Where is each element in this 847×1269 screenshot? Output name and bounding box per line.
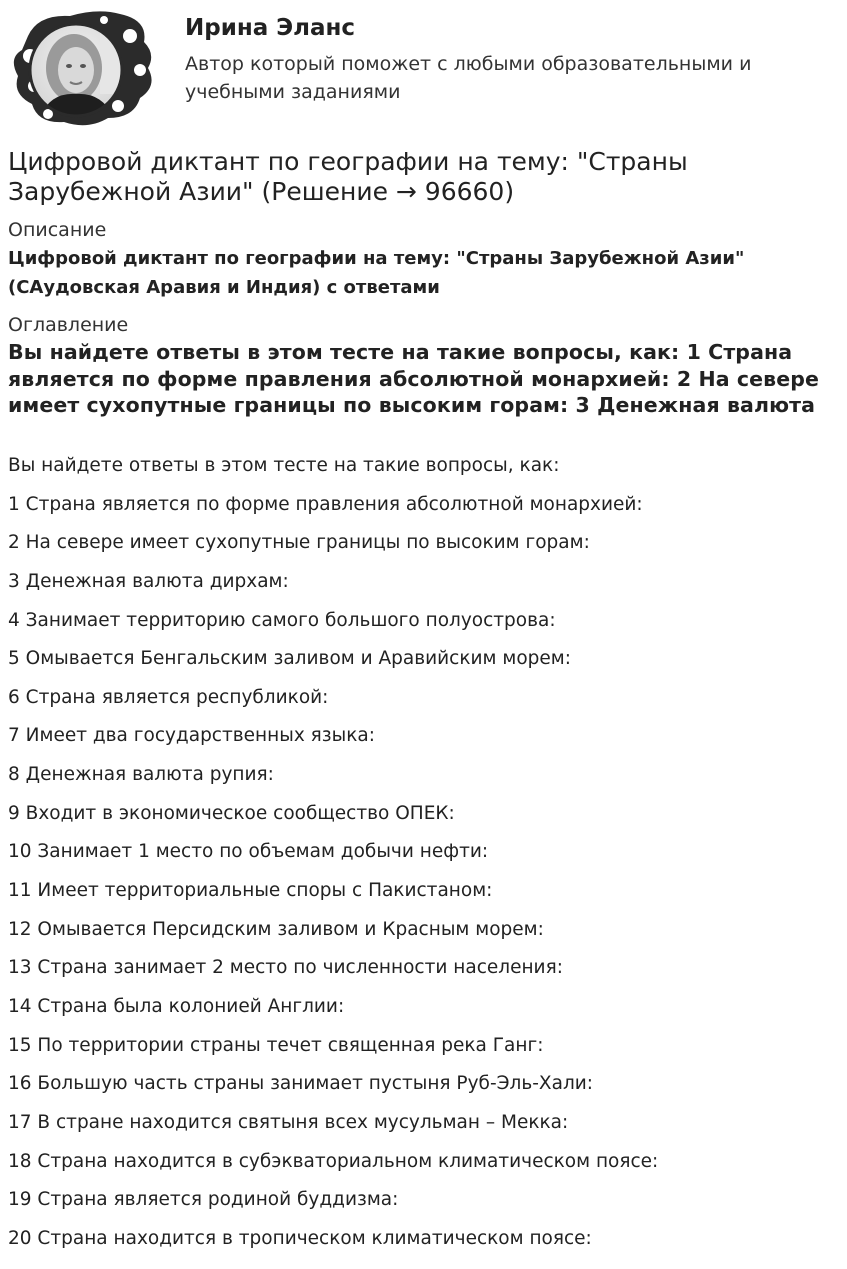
author-name[interactable]: Ирина Эланс xyxy=(185,15,356,41)
toc-text: Вы найдете ответы в этом тесте на такие вопросы, как: 1 Страна является по форме правления абсолютной монархией: 2 На севере имеет сухопутные границы по высоким горам: 3 Денежная валюта xyxy=(8,340,820,417)
list-item: 19 Страна является родиной буддизма: xyxy=(8,1189,399,1211)
list-item: 3 Денежная валюта дирхам: xyxy=(8,570,289,592)
author-card xyxy=(8,6,839,128)
description-text: Цифровой диктант по географии на тему: "Страны Зарубежной Азии" (САудовская Аравия и Индия) с ответами xyxy=(8,248,745,298)
page-title: Цифровой диктант по географии на тему: "Страны Зарубежной Азии" (Решение → 96660) xyxy=(8,147,688,206)
question-list xyxy=(8,454,839,1265)
toc-label: Оглавление xyxy=(8,314,129,336)
list-item: Вы найдете ответы в этом тесте на такие вопросы, как: xyxy=(8,455,560,476)
list-item: 20 Страна находится в тропическом климатическом поясе: xyxy=(8,1227,592,1249)
author-description: Автор который поможет с любыми образовательными и учебными заданиями xyxy=(185,53,752,103)
list-item: 1 Страна является по форме правления абсолютной монархией: xyxy=(8,493,643,515)
description-label: Описание xyxy=(8,219,107,241)
list-item: 15 По территории страны течет священная река Ганг: xyxy=(8,1034,544,1056)
list-item: 14 Страна была колонией Англии: xyxy=(8,995,345,1017)
list-item: 16 Большую часть страны занимает пустыня Руб-Эль-Хали: xyxy=(8,1073,594,1095)
list-item: 13 Страна занимает 2 место по численности населения: xyxy=(8,957,563,979)
avatar-frame-image xyxy=(8,6,158,128)
list-item: 12 Омывается Персидским заливом и Красным морем: xyxy=(8,918,544,940)
list-item: 5 Омывается Бенгальским заливом и Аравийским морем: xyxy=(8,648,571,670)
list-item: 9 Входит в экономическое сообщество ОПЕК: xyxy=(8,802,455,824)
list-item: 7 Имеет два государственных языка: xyxy=(8,725,375,747)
list-item: 8 Денежная валюта рупия: xyxy=(8,764,274,786)
author-avatar[interactable] xyxy=(8,6,158,128)
list-item: 4 Занимает территорию самого большого полуострова: xyxy=(8,609,556,631)
list-item: 2 На севере имеет сухопутные границы по высоким горам: xyxy=(8,532,590,554)
list-item: 11 Имеет территориальные споры с Пакистаном: xyxy=(8,880,493,902)
list-item: 6 Страна является республикой: xyxy=(8,686,329,708)
list-item: 17 В стране находится святыня всех мусульман – Мекка: xyxy=(8,1111,569,1133)
list-item: 10 Занимает 1 место по объемам добычи нефти: xyxy=(8,841,489,863)
list-item: 18 Страна находится в субэкваториальном климатическом поясе: xyxy=(8,1150,659,1172)
